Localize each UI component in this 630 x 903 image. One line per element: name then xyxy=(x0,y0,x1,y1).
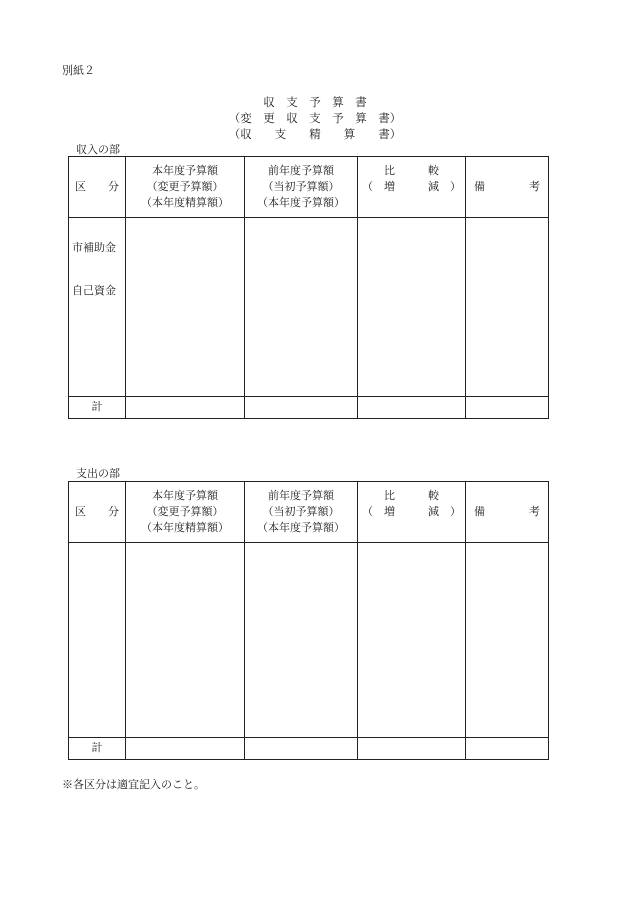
income-header-compare-line1: 比 較 xyxy=(384,164,439,177)
expense-header-compare-line2: （ 増 減 ） xyxy=(362,505,461,518)
income-header-current-line1: 本年度予算額 xyxy=(152,164,218,177)
income-section-label: 収入の部 xyxy=(76,143,120,156)
income-header-previous-line1: 前年度予算額 xyxy=(268,164,334,177)
expense-header-previous-line1: 前年度予算額 xyxy=(268,489,334,502)
title-line-2: （変 更 収 支 予 算 書） xyxy=(228,111,402,125)
income-row-own-funds: 自己資金 xyxy=(72,284,116,297)
expense-header-category: 区 分 xyxy=(75,505,119,518)
expense-header-compare-line1: 比 較 xyxy=(384,489,439,502)
income-header-previous-line3: （本年度予算額） xyxy=(257,196,345,209)
expense-total-label: 計 xyxy=(91,741,103,754)
attachment-label: 別紙２ xyxy=(62,64,95,77)
expense-header-current-line3: （本年度精算額） xyxy=(141,521,229,534)
income-header-current-line3: （本年度精算額） xyxy=(141,196,229,209)
title-line-1: 収 支 予 算 書 xyxy=(263,95,367,109)
title-line-3: （収 支 精 算 書） xyxy=(228,127,402,141)
expense-header-previous-line3: （本年度予算額） xyxy=(257,521,345,534)
income-header-previous-line2: （当初予算額） xyxy=(262,180,340,193)
expense-section-label: 支出の部 xyxy=(76,467,120,480)
footnote: ※各区分は適宜記入のこと。 xyxy=(62,778,205,791)
income-header-category: 区 分 xyxy=(75,180,119,193)
income-row-city-subsidy: 市補助金 xyxy=(72,241,116,254)
expense-header-current-line2: （変更予算額） xyxy=(146,505,224,518)
expense-header-previous-line2: （当初予算額） xyxy=(262,505,340,518)
expense-header-current-line1: 本年度予算額 xyxy=(152,489,218,502)
expense-header-remarks: 備 考 xyxy=(474,505,540,518)
income-total-label: 計 xyxy=(91,400,103,413)
income-header-compare-line2: （ 増 減 ） xyxy=(362,180,461,193)
income-header-remarks: 備 考 xyxy=(474,180,540,193)
income-header-current-line2: （変更予算額） xyxy=(146,180,224,193)
